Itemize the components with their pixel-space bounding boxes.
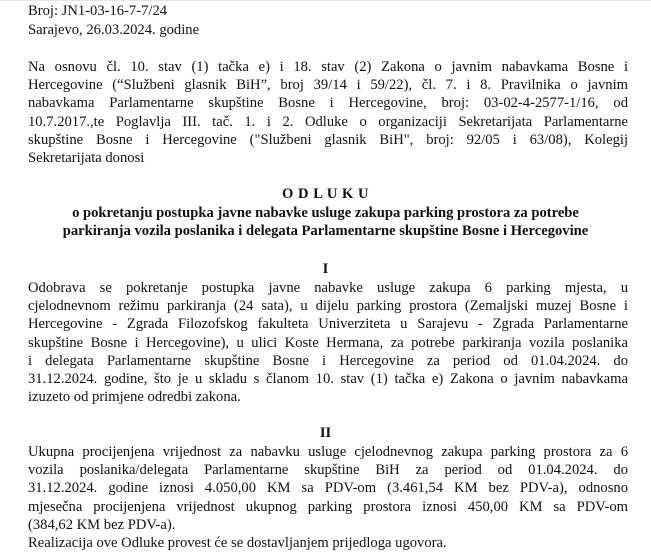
preamble-line: 10.7.2017.,te Poglavlja III. tač. 1. i 2. Odluke o organizaciji Sekretarijata Parlamentarne	[28, 113, 628, 130]
section-2-line: (384,62 KM bez PDV-a).	[28, 516, 176, 533]
section-1-line: i delegata Parlamentarne skupštine Bosne i Hercegovine za period od 01.04.2024. do	[28, 352, 628, 369]
section-1-line: 31.12.2024. godine, što je u skladu s članom 10. stav (1) tačka e) Zakona o javnim nabavkama	[28, 370, 628, 387]
place-and-date: Sarajevo, 26.03.2024. godine	[28, 22, 200, 38]
realization-sentence: Realizacija ove Odluke provest će se dostavljanjem prijedloga ugovora.	[28, 534, 447, 551]
preamble-line: skupštine Bosne i Hercegovine ("Službeni glasnik BiH", broj: 92/05 i 63/08), Kolegij	[28, 131, 628, 148]
decision-subtitle-line-1: o pokretanju postupka javne nabavke usluge zakupa parking prostora za potrebe	[72, 205, 579, 221]
section-1-line: Odobrava se pokretanje postupka javne nabavke usluge zakupa 6 parking mjesta, u	[28, 280, 628, 296]
preamble-line: nabavkama Parlamentarne skupštine Bosne i Hercegovine, broj: 03-02-4-2577-1/16, od	[28, 95, 628, 112]
preamble-paragraph	[28, 58, 628, 167]
section-1-line: Hercegovine - Zgrada Filozofskog fakulteta Univerziteta u Sarajevu - Zgrada Parlamentarne	[28, 316, 628, 333]
section-1-paragraph	[28, 279, 628, 406]
section-numeral-1: I	[322, 261, 329, 277]
preamble-line: Hercegovine (“Službeni glasnik BiH”, broj 39/14 i 59/22), čl. 7. i 8. Pravilnika o javnim	[28, 77, 628, 94]
section-1-line: skupštine Bosne i Hercegovine), u ulici Koste Hermana, za potrebe parkiranja vozila poslanika	[28, 334, 628, 351]
section-numeral-2: II	[319, 425, 332, 441]
page-edge	[0, 0, 651, 1]
section-1-line: izuzeto od primjene odredbi zakona.	[28, 389, 241, 406]
section-2-line: vozila poslanika/delegata Parlamentarne skupštine BiH za period od 01.04.2024. do	[28, 462, 628, 479]
preamble-line: Na osnovu čl. 10. stav (1) tačka e) i 18. stav (2) Zakona o javnim nabavkama Bosne i	[28, 59, 628, 75]
decision-subtitle-line-2: parkiranja vozila poslanika i delegata Parlamentarne skupštine Bosne i Hercegovine	[62, 223, 589, 239]
preamble-line: Sekretarijata donosi	[28, 149, 145, 166]
section-1-line: cjelodnevnom režimu parkiranja (24 sata), u dijelu parking prostora (Zemaljski muzej Bosne i	[28, 298, 628, 315]
section-2-line: Ukupna procijenjena vrijednost za nabavku usluge cjelodnevnog zakupa parking prostora za 6	[28, 444, 628, 460]
section-2-paragraph	[28, 443, 628, 552]
section-2-line: 31.12.2024. godine iznosi 4.050,00 KM sa PDV-om (3.461,54 KM bez PDV-a), odnosno	[28, 480, 628, 497]
decision-heading: O D L U K U	[282, 186, 369, 202]
section-2-line: mjesečna procijenjena vrijednost ukupnog parking prostora iznosi 450,00 KM sa PDV-om	[28, 498, 628, 515]
document-number: Broj: JN1-03-16-7-7/24	[28, 3, 168, 19]
